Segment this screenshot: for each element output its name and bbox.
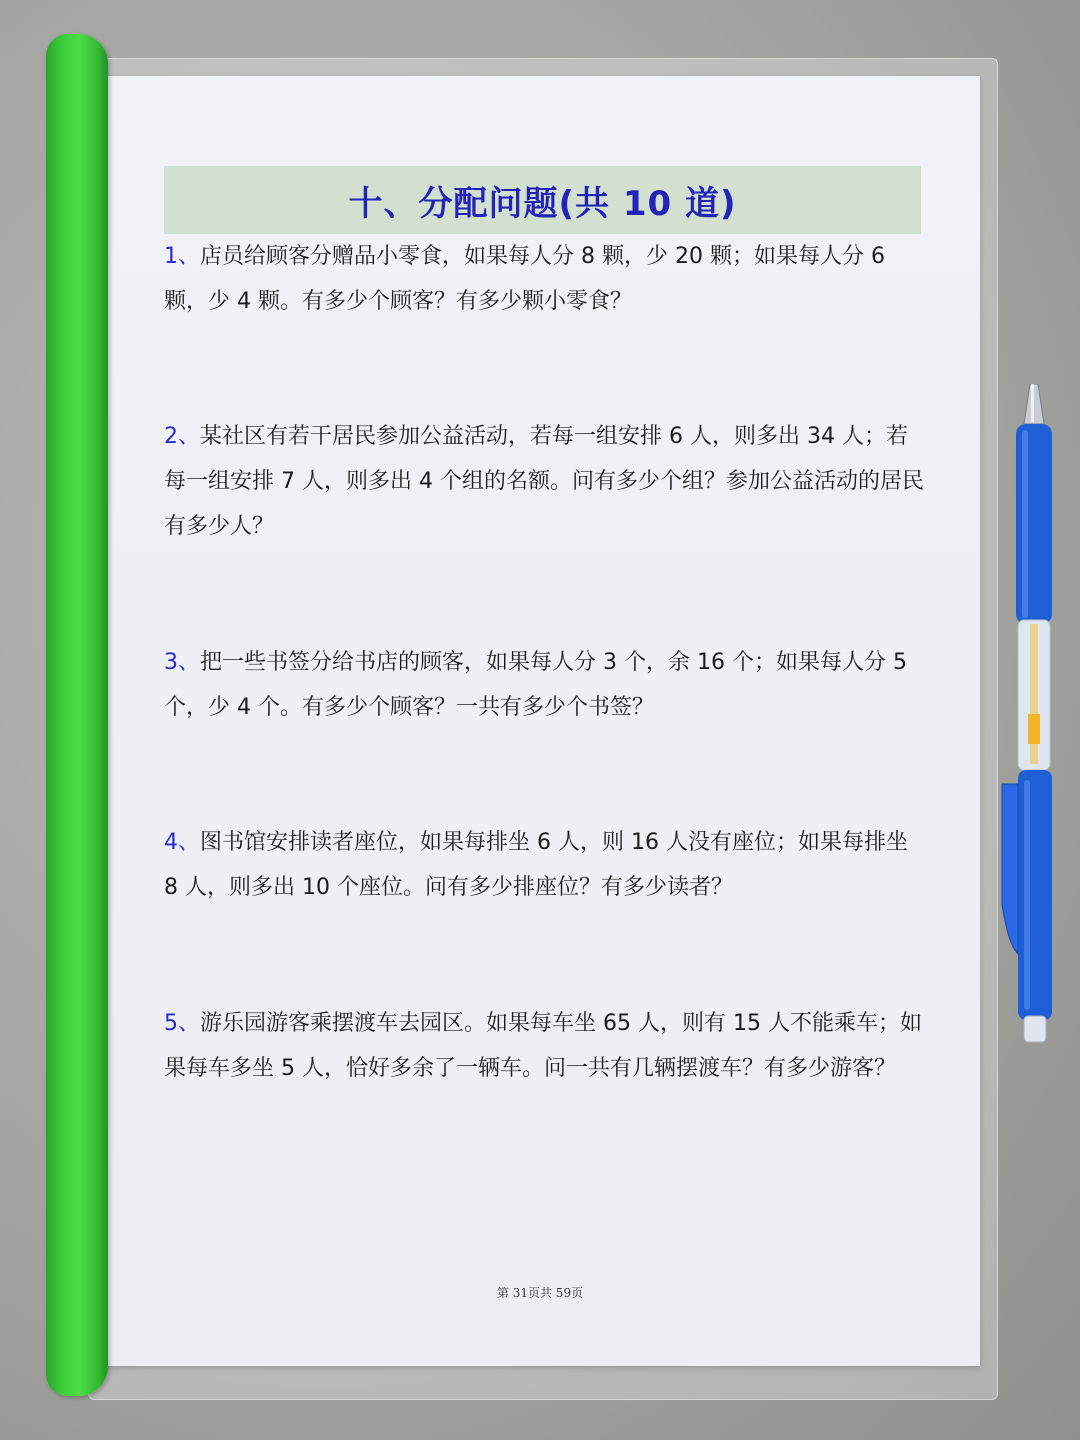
page-footer: 第 31页共 59页 [496, 1286, 584, 1300]
section-title: 十、分配问题(共 10 道) [348, 183, 737, 224]
ballpoint-pen-icon [994, 384, 1074, 1044]
section-title-band [164, 166, 921, 234]
problem-number: 5、 [164, 1011, 200, 1036]
problem-text: 把一些书签分给书店的顾客，如果每人分 3 个，余 16 个；如果每人分 5 个，少 4 个。有多少个顾客？一共有多少个书签？ [164, 650, 907, 720]
problem-number: 3、 [164, 650, 200, 675]
problem-text: 游乐园游客乘摆渡车去园区。如果每车坐 65 人，则有 15 人不能乘车；如果每车多坐 5 人，恰好多余了一辆车。问一共有几辆摆渡车？有多少游客？ [164, 1011, 922, 1081]
problem-4 [164, 820, 924, 910]
problem-5 [164, 1001, 924, 1091]
problem-number: 1、 [164, 244, 200, 269]
problem-text: 某社区有若干居民参加公益活动，若每一组安排 6 人，则多出 34 人；若每一组安排 7 人，则多出 4 个组的名额。问有多少个组？参加公益活动的居民有多少人？ [164, 424, 924, 539]
problem-number: 4、 [164, 830, 200, 855]
problem-text: 店员给顾客分赠品小零食，如果每人分 8 颗，少 20 颗；如果每人分 6 颗，少 4 颗。有多少个顾客？有多少颗小零食？ [164, 244, 885, 314]
problem-3 [164, 640, 924, 730]
problem-text: 图书馆安排读者座位，如果每排坐 6 人，则 16 人没有座位；如果每排坐 8 人，则多出 10 个座位。问有多少排座位？有多少读者？ [164, 830, 908, 900]
problem-number: 2、 [164, 424, 200, 449]
problem-2 [164, 414, 924, 549]
green-binder-spine [46, 34, 108, 1396]
problem-1 [164, 234, 924, 324]
